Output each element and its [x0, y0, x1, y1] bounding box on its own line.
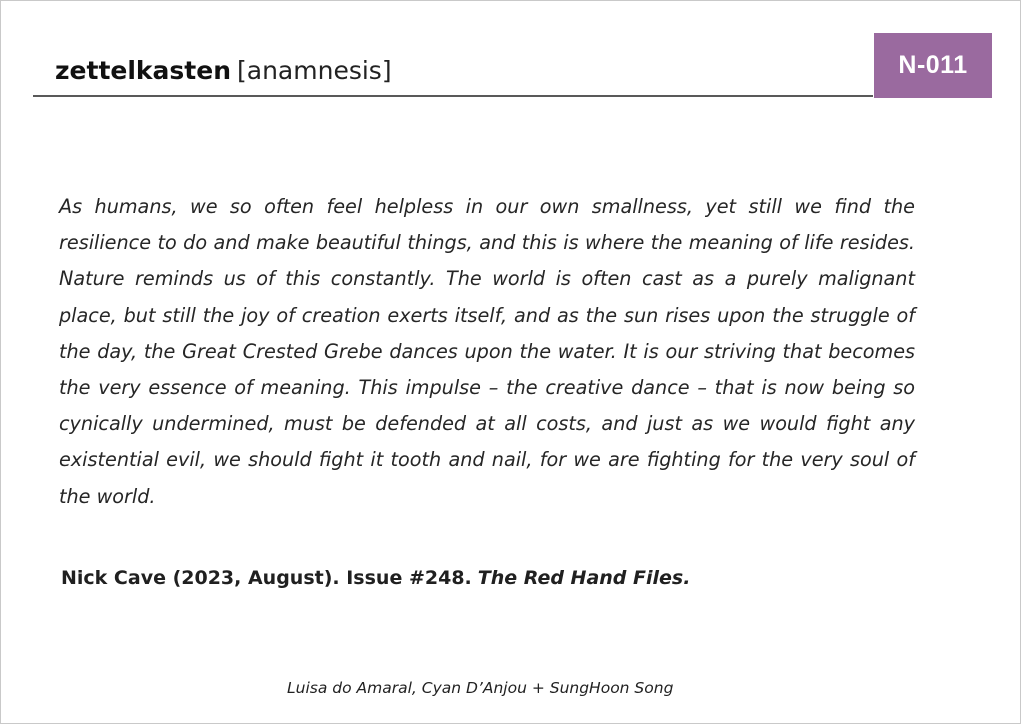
citation-source: Nick Cave (2023, August). Issue #248.	[61, 567, 472, 589]
credits: Luisa do Amaral, Cyan D’Anjou + SungHoon Song	[287, 679, 674, 697]
title-main: zettelkasten	[55, 56, 232, 85]
card-header	[33, 55, 873, 97]
note-id-badge: N-011	[874, 33, 992, 98]
citation	[61, 563, 690, 593]
quote-text: As humans, we so often feel helpless in our own smallness, yet still we find the resilience to do and make beautiful things, and this is where the meaning of life resides. Nature reminds us of this constantly. The world is often cast as a purely malignant place, but still the joy of creation exerts itself, and as the sun rises upon the struggle of the day, the Great Crested Grebe dances upon the water. It is our striving that becomes the very essence of meaning. This impulse – the creative dance – that is now being so cynically undermined, must be defended at all costs, and just as we would fight any existential evil, we should fight it tooth and nail, for we are fighting for the very soul of the world.	[59, 195, 915, 508]
citation-title: The Red Hand Files.	[477, 567, 691, 589]
page-title	[55, 56, 392, 86]
title-subtitle: [anamnesis]	[237, 56, 392, 85]
